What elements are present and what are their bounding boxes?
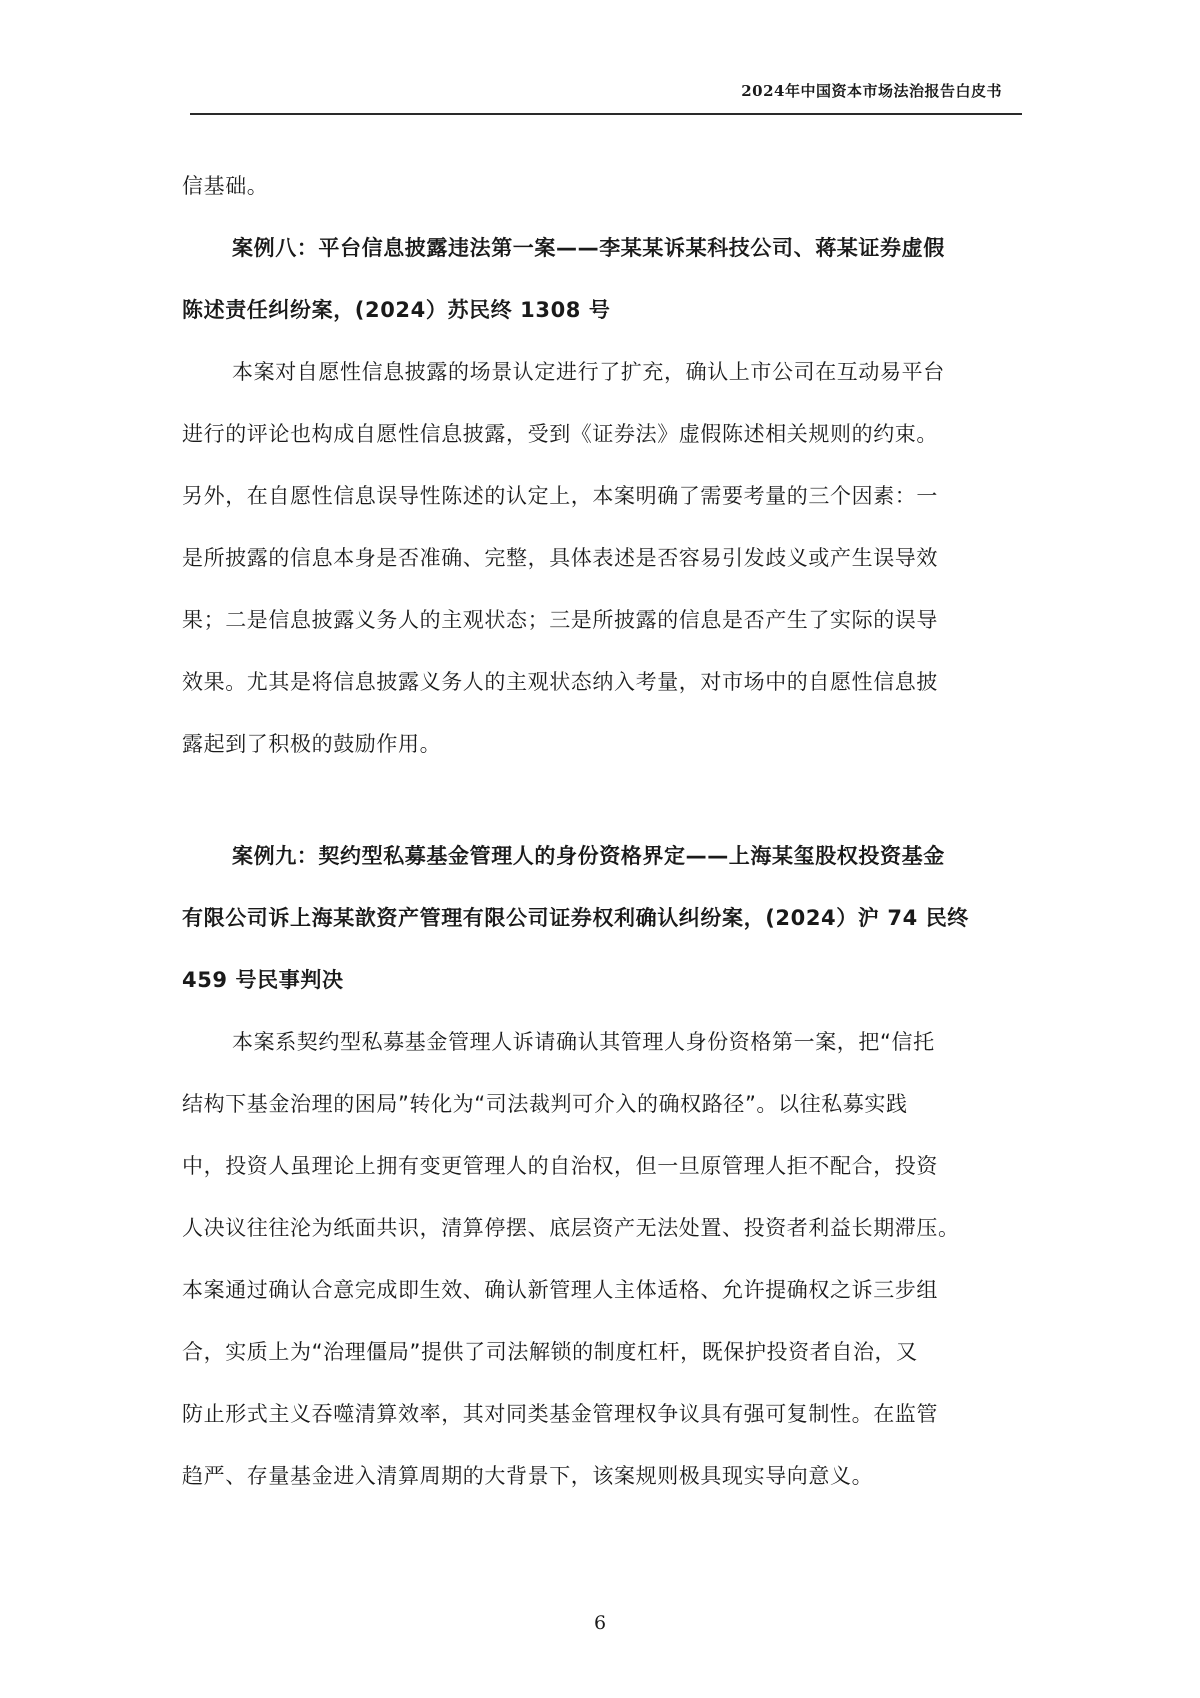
text-line: 露起到了积极的鼓励作用。: [182, 732, 442, 756]
text-line: 趋严、存量基金进入清算周期的大背景下，该案规则极具现实导向意义。: [182, 1464, 874, 1488]
case-8-title: 陈述责任纠纷案，(2024）苏民终 1308 号: [182, 298, 611, 322]
case-9-title: 有限公司诉上海某歆资产管理有限公司证券权利确认纠纷案，(2024）沪 74 民终: [182, 906, 969, 930]
text-line: 效果。尤其是将信息披露义务人的主观状态纳入考量，对市场中的自愿性信息披: [182, 670, 938, 694]
text-line: 本案系契约型私募基金管理人诉请确认其管理人身份资格第一案，把“信托: [232, 1030, 935, 1054]
paragraph-gap: [182, 775, 1026, 825]
text-line: 本案通过确认合意完成即生效、确认新管理人主体适格、允许提确权之诉三步组: [182, 1278, 938, 1302]
text-line: 果；二是信息披露义务人的主观状态；三是所披露的信息是否产生了实际的误导: [182, 608, 938, 632]
text-line: 另外，在自愿性信息误导性陈述的认定上，本案明确了需要考量的三个因素：一: [182, 484, 938, 508]
case-8-title: 案例八：平台信息披露违法第一案——李某某诉某科技公司、蒋某证券虚假: [232, 236, 945, 260]
body-text: [182, 155, 1026, 1507]
page-number: 6: [593, 1612, 607, 1634]
case-9-title: 案例九：契约型私募基金管理人的身份资格界定——上海某玺股权投资基金: [232, 844, 945, 868]
header-divider: [190, 113, 1022, 115]
text-line: 是所披露的信息本身是否准确、完整，具体表述是否容易引发歧义或产生误导效: [182, 546, 938, 570]
text-line: 防止形式主义吞噬清算效率，其对同类基金管理权争议具有强可复制性。在监管: [182, 1402, 938, 1426]
text-line: 进行的评论也构成自愿性信息披露，受到《证券法》虚假陈述相关规则的约束。: [182, 422, 938, 446]
text-line: 本案对自愿性信息披露的场景认定进行了扩充，确认上市公司在互动易平台: [232, 360, 945, 384]
text-line: 结构下基金治理的困局”转化为“司法裁判可介入的确权路径”。以往私募实践: [182, 1092, 908, 1116]
case-9-title: 459 号民事判决: [182, 968, 344, 992]
header-title: 2024年中国资本市场法治报告白皮书: [741, 82, 1002, 100]
text-line: 合，实质上为“治理僵局”提供了司法解锁的制度杠杆，既保护投资者自治，又: [182, 1340, 918, 1364]
text-line: 信基础。: [182, 174, 269, 198]
text-line: 人决议往往沦为纸面共识，清算停摆、底层资产无法处置、投资者利益长期滞压。: [182, 1216, 960, 1240]
text-line: 中，投资人虽理论上拥有变更管理人的自治权，但一旦原管理人拒不配合，投资: [182, 1154, 938, 1178]
